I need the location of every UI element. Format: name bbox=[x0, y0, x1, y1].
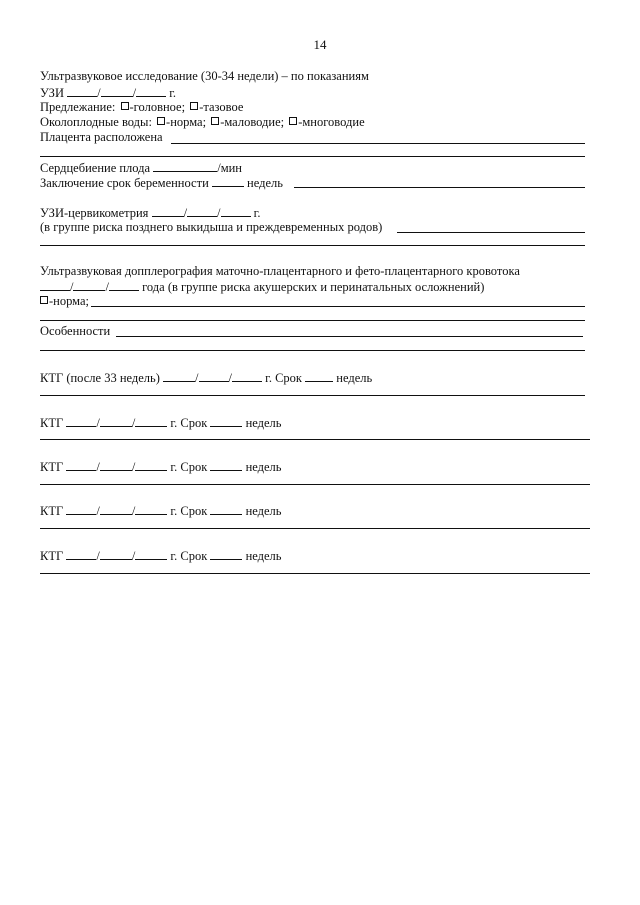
ktg4-label: КТГ bbox=[40, 504, 64, 518]
heartbeat-field[interactable] bbox=[153, 160, 217, 172]
doppler-year-field[interactable] bbox=[109, 279, 139, 291]
uzi-date-line: УЗИ / / г. bbox=[40, 86, 177, 100]
ktg1-year-field[interactable] bbox=[232, 370, 262, 382]
ktg5-label: КТГ bbox=[40, 549, 64, 563]
ktg2-day-field[interactable] bbox=[66, 415, 96, 427]
ktg1-day-field[interactable] bbox=[163, 370, 195, 382]
ktg4-weeks-field[interactable] bbox=[210, 503, 242, 515]
ktg2-notes-line[interactable] bbox=[40, 439, 590, 440]
ktg5-day-field[interactable] bbox=[66, 548, 96, 560]
ktg4-month-field[interactable] bbox=[100, 503, 132, 515]
conclusion-weeks-field[interactable] bbox=[212, 175, 244, 187]
conclusion-line bbox=[40, 175, 283, 190]
ktg5-weeks-field[interactable] bbox=[210, 548, 242, 560]
cervicometry-field-line2[interactable] bbox=[40, 245, 585, 246]
doppler-year-text: года (в группе риска акушерских и перинатальных осложнений) bbox=[142, 280, 485, 294]
ktg1-month-field[interactable] bbox=[199, 370, 229, 382]
ktg5-line: КТГ / / г. Срок недель bbox=[40, 549, 282, 563]
ktg1-year-text: г. Срок bbox=[265, 371, 303, 385]
heartbeat-label: Сердцебиение плода bbox=[40, 161, 151, 175]
cervicometry-month-field[interactable] bbox=[187, 205, 217, 217]
checkbox-amniotic-norm[interactable] bbox=[157, 117, 165, 125]
ktg1-weeks-field[interactable] bbox=[305, 370, 333, 382]
doppler-field-line2[interactable] bbox=[40, 320, 585, 321]
ktg3-weeks-field[interactable] bbox=[210, 459, 242, 471]
ktg2-month-field[interactable] bbox=[100, 415, 132, 427]
ktg4-line: КТГ / / г. Срок недель bbox=[40, 504, 282, 518]
amniotic-label: Околоплодные воды: bbox=[40, 115, 152, 129]
ktg3-month-field[interactable] bbox=[100, 459, 132, 471]
amniotic-option-oligo: -маловодие; bbox=[220, 115, 285, 129]
ktg-first-line: КТГ (после 33 недель) / / г. Срок недель bbox=[40, 371, 373, 385]
presentation-option-cephalic: -головное; bbox=[129, 100, 186, 114]
uzi-section-title: Ультразвуковое исследование (30-34 недели) – по показаниям bbox=[40, 69, 369, 83]
ktg2-weeks-field[interactable] bbox=[210, 415, 242, 427]
ktg2-line: КТГ / / г. Срок недель bbox=[40, 416, 282, 430]
doppler-norm-line bbox=[40, 294, 89, 308]
conclusion-field[interactable] bbox=[294, 187, 585, 188]
conclusion-label: Заключение срок беременности bbox=[40, 176, 209, 190]
ktg3-unit: недель bbox=[245, 460, 282, 474]
ktg4-year-field[interactable] bbox=[135, 503, 167, 515]
ktg3-notes-line[interactable] bbox=[40, 484, 590, 485]
uzi-year-field[interactable] bbox=[136, 85, 166, 97]
ktg1-notes-line[interactable] bbox=[40, 395, 585, 396]
ktg2-year-field[interactable] bbox=[135, 415, 167, 427]
checkbox-oligohydramnios[interactable] bbox=[211, 117, 219, 125]
placenta-field[interactable] bbox=[171, 143, 585, 144]
cervicometry-day-field[interactable] bbox=[152, 205, 184, 217]
doppler-date-line: / / года (в группе риска акушерских и перинатальных осложнений) bbox=[40, 279, 484, 294]
ktg3-year-text: г. Срок bbox=[170, 460, 208, 474]
ktg2-unit: недель bbox=[245, 416, 282, 430]
ktg4-year-text: г. Срок bbox=[170, 504, 208, 518]
presentation-label: Предлежание: bbox=[40, 100, 116, 114]
cervicometry-line: УЗИ-цервикометрия / / г. bbox=[40, 206, 261, 220]
ktg3-day-field[interactable] bbox=[66, 459, 96, 471]
doppler-title: Ультразвуковая допплерография маточно-плацентарного и фето-плацентарного кровотока bbox=[40, 264, 520, 278]
ktg3-line: КТГ / / г. Срок недель bbox=[40, 460, 282, 474]
doppler-month-field[interactable] bbox=[73, 279, 105, 291]
ktg-first-label: КТГ (после 33 недель) bbox=[40, 371, 160, 385]
ktg3-year-field[interactable] bbox=[135, 459, 167, 471]
placenta-label: Плацента расположена bbox=[40, 130, 163, 144]
heartbeat-unit: /мин bbox=[217, 161, 242, 175]
amniotic-option-poly: -многоводие bbox=[298, 115, 365, 129]
page-number: 14 bbox=[313, 37, 327, 52]
amniotic-line bbox=[40, 115, 365, 129]
ktg2-year-text: г. Срок bbox=[170, 416, 208, 430]
ktg4-unit: недель bbox=[245, 504, 282, 518]
doppler-day-field[interactable] bbox=[40, 279, 70, 291]
features-field[interactable] bbox=[116, 336, 583, 337]
checkbox-polyhydramnios[interactable] bbox=[289, 117, 297, 125]
cervicometry-year-suffix: г. bbox=[253, 206, 261, 220]
conclusion-unit: недель bbox=[247, 176, 283, 190]
uzi-label: УЗИ bbox=[40, 86, 64, 100]
ktg5-year-field[interactable] bbox=[135, 548, 167, 560]
uzi-day-field[interactable] bbox=[67, 85, 97, 97]
ktg1-unit: недель bbox=[336, 371, 373, 385]
ktg2-label: КТГ bbox=[40, 416, 64, 430]
cervicometry-label: УЗИ-цервикометрия bbox=[40, 206, 149, 220]
ktg5-year-text: г. Срок bbox=[170, 549, 208, 563]
features-label: Особенности bbox=[40, 324, 111, 338]
checkbox-cephalic[interactable] bbox=[121, 102, 129, 110]
amniotic-option-norm: -норма; bbox=[166, 115, 207, 129]
checkbox-breech[interactable] bbox=[190, 102, 198, 110]
checkbox-doppler-norm[interactable] bbox=[40, 296, 48, 304]
ktg5-unit: недель bbox=[245, 549, 282, 563]
features-field-line2[interactable] bbox=[40, 350, 585, 351]
ktg4-notes-line[interactable] bbox=[40, 528, 590, 529]
heartbeat-line bbox=[40, 160, 242, 175]
cervicometry-field[interactable] bbox=[397, 232, 585, 233]
ktg3-label: КТГ bbox=[40, 460, 64, 474]
doppler-field[interactable] bbox=[91, 306, 585, 307]
cervicometry-note: (в группе риска позднего выкидыша и преждевременных родов) bbox=[40, 220, 383, 234]
ktg5-month-field[interactable] bbox=[100, 548, 132, 560]
presentation-line bbox=[40, 100, 243, 114]
doppler-norm-option: -норма; bbox=[49, 294, 90, 308]
ktg5-notes-line[interactable] bbox=[40, 573, 590, 574]
placenta-field-line2[interactable] bbox=[40, 156, 585, 157]
uzi-year-suffix: г. bbox=[169, 86, 177, 100]
ktg4-day-field[interactable] bbox=[66, 503, 96, 515]
cervicometry-year-field[interactable] bbox=[221, 205, 251, 217]
presentation-option-breech: -тазовое bbox=[199, 100, 244, 114]
uzi-month-field[interactable] bbox=[101, 85, 133, 97]
